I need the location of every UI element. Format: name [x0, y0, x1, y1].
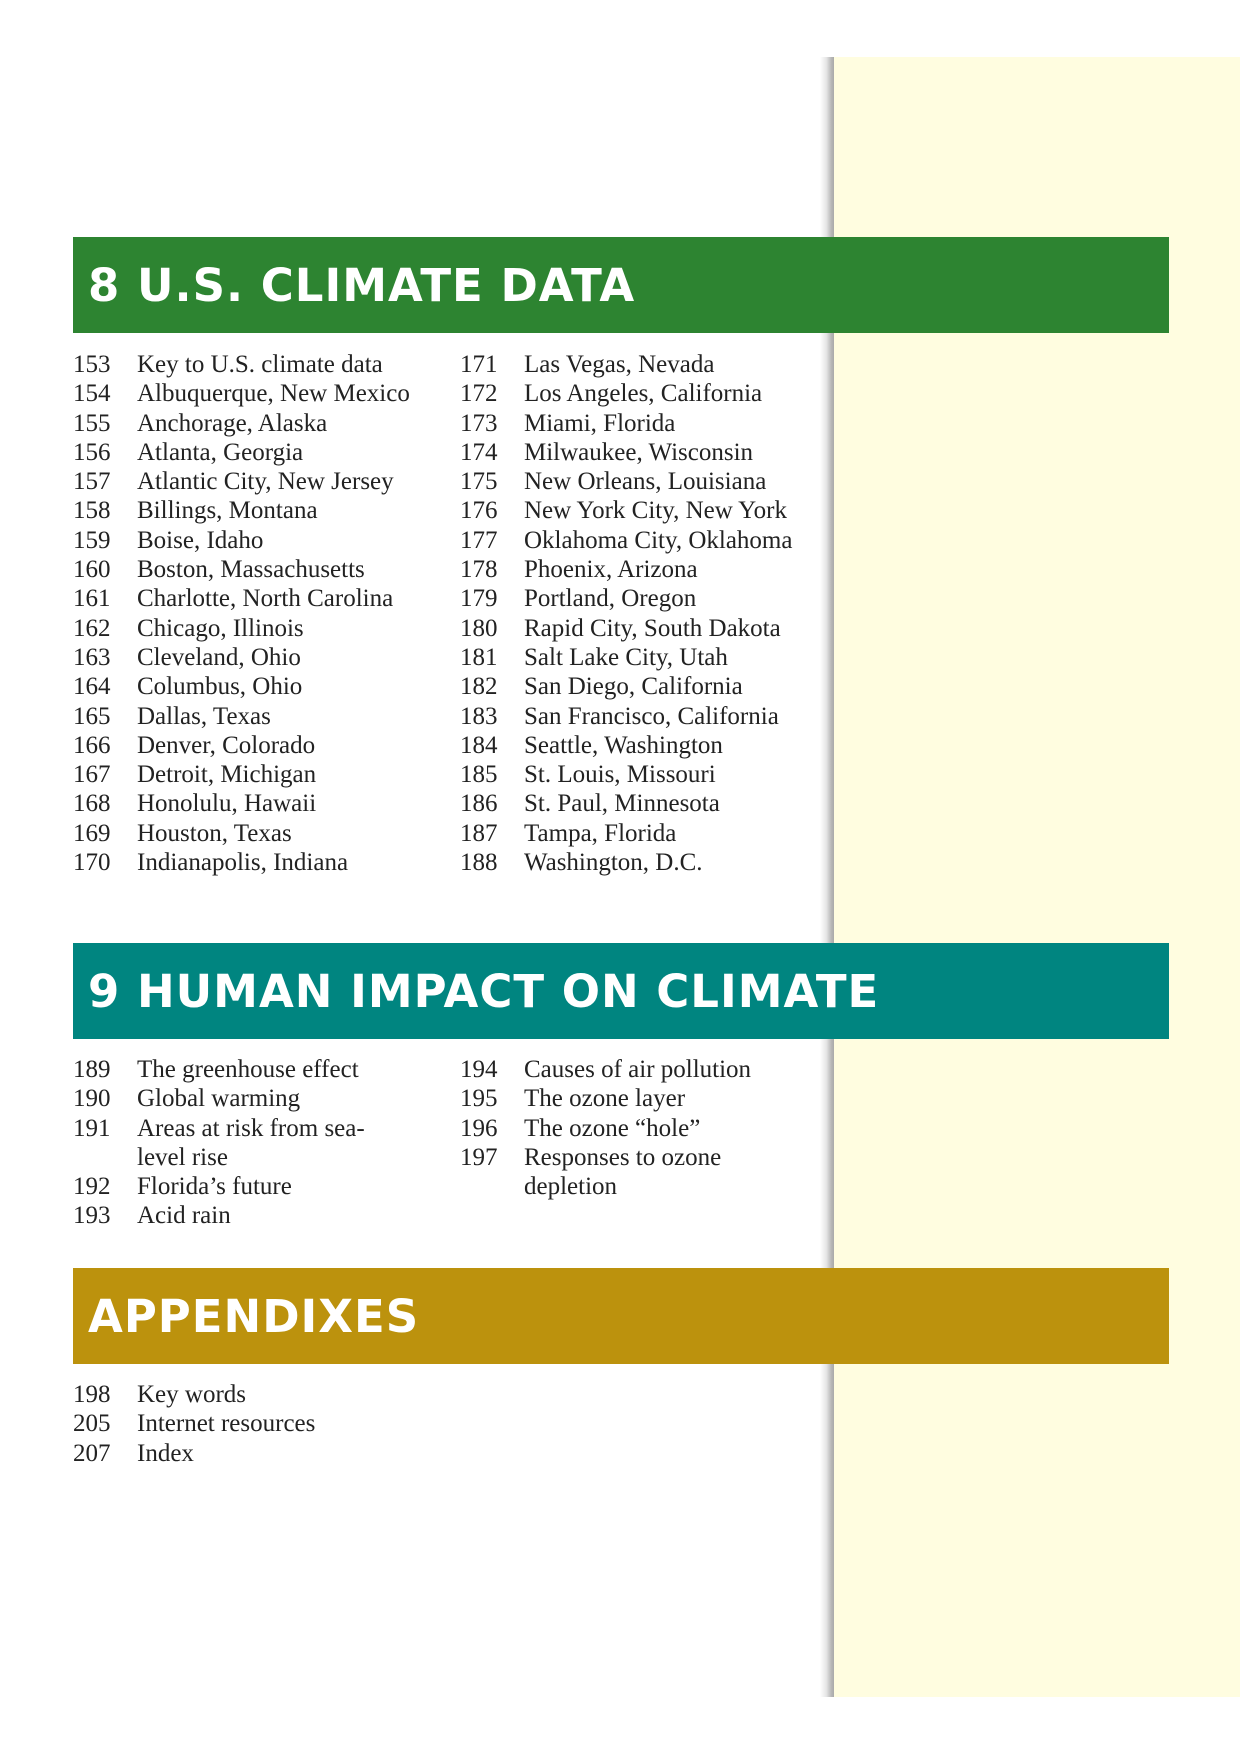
toc-entry-title: Atlanta, Georgia	[137, 438, 304, 466]
toc-entry-title: Denver, Colorado	[137, 731, 316, 759]
toc-page-number: 190	[73, 1085, 111, 1113]
toc-entry	[73, 350, 438, 379]
toc-entry	[73, 1114, 413, 1173]
toc-page-number: 198	[73, 1381, 111, 1408]
toc-entry-title: Responses to ozone depletion	[524, 1143, 722, 1201]
toc-entry-title: San Diego, California	[524, 673, 743, 701]
toc-page-number: 183	[460, 702, 498, 730]
toc-entry-title: St. Paul, Minnesota	[524, 790, 720, 818]
toc-page-number: 175	[460, 468, 498, 496]
toc-entry-title: Key words	[137, 1381, 247, 1408]
toc-entry	[73, 1084, 413, 1113]
toc-entry-title: The ozone layer	[524, 1085, 686, 1113]
toc-entry	[73, 789, 438, 818]
toc-page-number: 185	[460, 761, 498, 789]
toc-entry-title: Key to U.S. climate data	[137, 351, 383, 378]
toc-page-number: 187	[460, 819, 498, 847]
toc-page-number: 186	[460, 790, 498, 818]
toc-entry-title: Boise, Idaho	[137, 526, 264, 554]
toc-page-number: 171	[460, 351, 498, 378]
toc-page-number: 182	[460, 673, 498, 701]
toc-entry-title: Las Vegas, Nevada	[524, 351, 715, 378]
toc-entry	[73, 672, 438, 701]
toc-entry	[73, 1201, 413, 1230]
toc-page-number: 172	[460, 380, 498, 408]
toc-entry-title: Miami, Florida	[524, 409, 676, 437]
toc-entry-title: Causes of air pollution	[524, 1056, 752, 1083]
toc-entry	[73, 1409, 438, 1438]
toc-entry-title: Dallas, Texas	[137, 702, 271, 730]
toc-entry-title: Seattle, Washington	[524, 731, 723, 759]
toc-page-number: 164	[73, 673, 111, 701]
toc-entry	[73, 819, 438, 848]
toc-page-number: 197	[460, 1143, 498, 1171]
section-banner-us-climate-data	[73, 237, 1169, 333]
toc-entry	[73, 760, 438, 789]
section-heading: APPENDIXES	[88, 1289, 420, 1343]
toc-entry-title: Rapid City, South Dakota	[524, 614, 781, 642]
toc-page-number: 166	[73, 731, 111, 759]
toc-page-number: 160	[73, 556, 111, 584]
toc-entry-title: Albuquerque, New Mexico	[137, 380, 410, 408]
toc-page-number: 159	[73, 526, 111, 554]
toc-entry	[73, 1172, 413, 1201]
toc-entry	[460, 789, 805, 818]
toc-entry	[460, 819, 805, 848]
section-heading: 9 HUMAN IMPACT ON CLIMATE	[88, 964, 880, 1018]
toc-entry	[460, 731, 805, 760]
toc-page-number: 193	[73, 1202, 111, 1230]
toc-entry	[73, 584, 438, 613]
toc-entry-title: The ozone “hole”	[524, 1114, 701, 1142]
toc-page-number: 155	[73, 409, 111, 437]
toc-page-number: 170	[73, 849, 111, 877]
toc-entry-title: Global warming	[137, 1085, 301, 1113]
toc-entry-title: Internet resources	[137, 1410, 316, 1438]
toc-page-number: 162	[73, 614, 111, 642]
toc-page-number: 192	[73, 1173, 111, 1201]
toc-entry-title: Los Angeles, California	[524, 380, 763, 408]
toc-entry	[460, 1084, 760, 1113]
toc-entry	[73, 438, 438, 467]
toc-entry	[73, 614, 438, 643]
toc-page-number: 174	[460, 438, 498, 466]
toc-entry	[460, 760, 805, 789]
toc-page-number: 180	[460, 614, 498, 642]
toc-page-number: 188	[460, 849, 498, 877]
toc-entry-title: Portland, Oregon	[524, 585, 697, 613]
toc-page-number: 176	[460, 497, 498, 525]
toc-page-number: 167	[73, 761, 111, 789]
toc-entry-title: Florida’s future	[137, 1173, 292, 1201]
toc-entry-title: Charlotte, North Carolina	[137, 585, 394, 613]
toc-page-number: 156	[73, 438, 111, 466]
toc-page-number: 154	[73, 380, 111, 408]
toc-entry	[73, 1439, 438, 1468]
toc-page-number: 153	[73, 351, 111, 378]
toc-page-number: 207	[73, 1439, 111, 1467]
toc-entry-title: Index	[137, 1439, 194, 1467]
toc-column-left	[73, 1055, 413, 1231]
toc-entry	[460, 496, 805, 525]
toc-entry	[460, 702, 805, 731]
toc-entry	[73, 643, 438, 672]
toc-page-number: 158	[73, 497, 111, 525]
toc-entry	[73, 526, 438, 555]
toc-entry-title: New Orleans, Louisiana	[524, 468, 767, 496]
toc-entry-title: Milwaukee, Wisconsin	[524, 438, 754, 466]
toc-entry-title: Areas at risk from sea-level rise	[137, 1114, 365, 1171]
toc-entry	[460, 672, 805, 701]
toc-page-number: 184	[460, 731, 498, 759]
toc-page-number: 169	[73, 819, 111, 847]
toc-entry-title: New York City, New York	[524, 497, 788, 525]
toc-entry	[460, 1143, 760, 1202]
toc-entry-title: Detroit, Michigan	[137, 761, 317, 789]
toc-entry	[460, 409, 805, 438]
toc-page-number: 189	[73, 1056, 111, 1083]
toc-entry	[73, 702, 438, 731]
toc-page-number: 173	[460, 409, 498, 437]
toc-column-left	[73, 350, 438, 877]
toc-entry-title: Washington, D.C.	[524, 849, 703, 877]
toc-entry-title: Chicago, Illinois	[137, 614, 304, 642]
toc-page-number: 179	[460, 585, 498, 613]
toc-entry	[73, 1380, 438, 1409]
toc-page-number: 163	[73, 643, 111, 671]
section-heading: 8 U.S. CLIMATE DATA	[88, 258, 636, 312]
toc-column-left	[73, 1380, 438, 1468]
toc-entry	[73, 467, 438, 496]
toc-entry	[460, 1114, 760, 1143]
toc-page-number: 181	[460, 643, 498, 671]
toc-entry-title: Anchorage, Alaska	[137, 409, 328, 437]
toc-entry	[73, 555, 438, 584]
toc-entry	[73, 848, 438, 877]
toc-entry	[460, 643, 805, 672]
section-banner-human-impact	[73, 943, 1169, 1039]
toc-entry	[460, 526, 805, 555]
toc-page-number: 205	[73, 1410, 111, 1438]
toc-entry	[73, 1055, 413, 1084]
toc-entry	[73, 731, 438, 760]
section-banner-appendixes	[73, 1268, 1169, 1364]
toc-column-right	[460, 1055, 760, 1201]
toc-entry	[460, 379, 805, 408]
toc-entry	[460, 467, 805, 496]
toc-entry-title: Atlantic City, New Jersey	[137, 468, 394, 496]
toc-entry	[73, 409, 438, 438]
toc-entry	[460, 584, 805, 613]
toc-entry-title: The greenhouse effect	[137, 1056, 359, 1083]
toc-entry	[460, 848, 805, 877]
toc-entry-title: Columbus, Ohio	[137, 673, 303, 701]
toc-entry-title: Billings, Montana	[137, 497, 318, 525]
toc-page-number: 177	[460, 526, 498, 554]
toc-entry-title: St. Louis, Missouri	[524, 761, 716, 789]
toc-entry-title: Houston, Texas	[137, 819, 292, 847]
toc-entry-title: Cleveland, Ohio	[137, 643, 301, 671]
toc-page-number: 194	[460, 1056, 498, 1083]
toc-page-number: 168	[73, 790, 111, 818]
toc-column-right	[460, 350, 805, 877]
toc-entry	[460, 614, 805, 643]
toc-page-number: 161	[73, 585, 111, 613]
toc-page-number: 178	[460, 556, 498, 584]
toc-entry-title: Oklahoma City, Oklahoma	[524, 526, 793, 554]
toc-entry-title: San Francisco, California	[524, 702, 779, 730]
toc-entry	[460, 1055, 760, 1084]
toc-entry-title: Honolulu, Hawaii	[137, 790, 317, 818]
toc-entry	[460, 350, 805, 379]
toc-entry	[460, 438, 805, 467]
toc-entry-title: Phoenix, Arizona	[524, 556, 698, 584]
toc-entry	[73, 379, 438, 408]
toc-entry-title: Boston, Massachusetts	[137, 556, 365, 584]
toc-entry-title: Acid rain	[137, 1202, 231, 1230]
toc-page-number: 196	[460, 1114, 498, 1142]
toc-entry-title: Indianapolis, Indiana	[137, 849, 349, 877]
toc-page-number: 157	[73, 468, 111, 496]
toc-page-number: 191	[73, 1114, 111, 1142]
toc-entry	[460, 555, 805, 584]
toc-page-number: 165	[73, 702, 111, 730]
toc-entry	[73, 496, 438, 525]
toc-page-number: 195	[460, 1085, 498, 1113]
toc-entry-title: Salt Lake City, Utah	[524, 643, 728, 671]
toc-entry-title: Tampa, Florida	[524, 819, 677, 847]
